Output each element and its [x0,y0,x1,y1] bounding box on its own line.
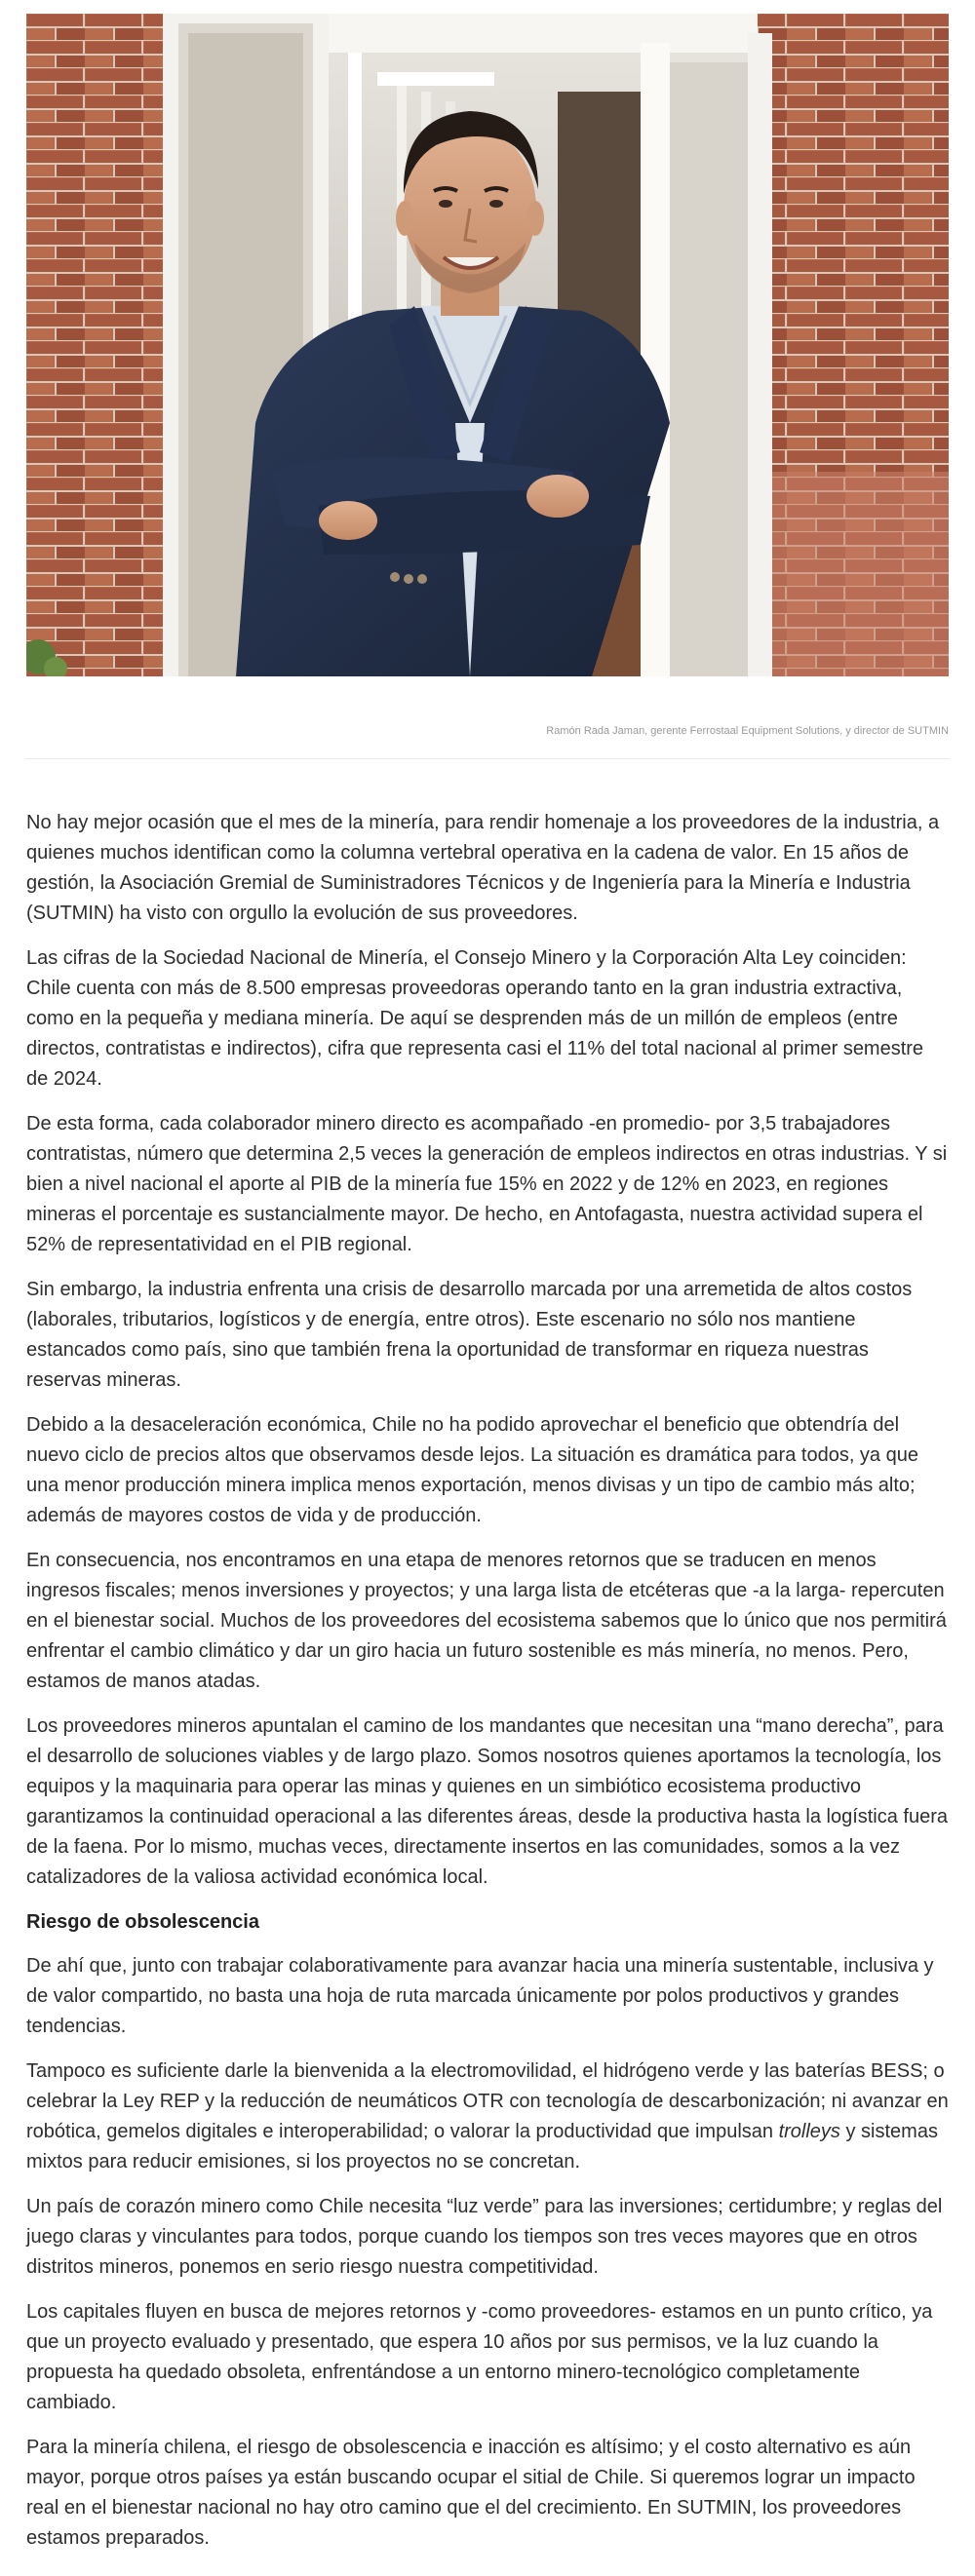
paragraph: Sin embargo, la industria enfrenta una crisis de desarrollo marcada por una arremetida de altos costos (laborales, tributarios, logísticos y de energía, entre otros). Este escenario no sólo nos mantiene estancados como país, sino que también frena la oportunidad de transformar en riqueza nuestras reservas mineras. [26,1279,913,1391]
photo-caption: Ramón Rada Jaman, gerente Ferrostaal Equipment Solutions, y director de SUTMIN [546,725,949,737]
article-body [26,808,949,2568]
paragraph: Los proveedores mineros apuntalan el camino de los mandantes que necesitan una “mano derecha”, para el desarrollo de soluciones viables y de largo plazo. Somos nosotros quienes aportamos la tecnología, los equipos y la maquinaria para operar las minas y quienes en un simbiótico ecosistema productivo garantizamos la continuidad operacional a las diferentes áreas, desde la productiva hasta la logística fuera de la faena. Por lo mismo, muchas veces, directamente insertos en las comunidades, somos a la vez catalizadores de la valiosa actividad económica local. [26,1715,949,1888]
article-photo [26,14,949,676]
section-heading: Riesgo de obsolescencia [26,1911,259,1933]
paragraph: Para la minería chilena, el riesgo de obsolescencia e inacción es altísimo; y el costo alternativo es aún mayor, porque otros países ya están buscando ocupar el sitial de Chile. Si queremos lograr un impacto real en el bienestar nacional no hay otro camino que el del crecimiento. En SUTMIN, los proveedores estamos preparados. [26,2437,916,2549]
paragraph-text: Tampoco es suficiente darle la bienvenida a la electromovilidad, el hidrógeno verde y las baterías BESS; o celebrar la Ley REP y la reducción de neumáticos OTR con tecnología de descarbonización; ni avanzar en robótica, gemelos digitales e interoperabilidad; o valorar la productividad que impulsan [26,2060,949,2142]
paragraph: Debido a la desaceleración económica, Chile no ha podido aprovechar el beneficio que obtendría del nuevo ciclo de precios altos que observamos desde lejos. La situación es dramática para todos, ya que una menor producción minera implica menos exportación, menos divisas y un tipo de cambio más alto; además de mayores costos de vida y de producción. [26,1414,918,1526]
paragraph-text: y sistemas mixtos para reducir emisiones, si los proyectos no se concretan. [26,2121,938,2172]
paragraph: No hay mejor ocasión que el mes de la minería, para rendir homenaje a los proveedores de la industria, a quienes muchos identifican como la columna vertebral operativa en la cadena de valor. En 15 años de gestión, la Asociación Gremial de Suministradores Técnicos y de Ingeniería para la Minería e Industria (SUTMIN) ha visto con orgullo la evolución de sus proveedores. [26,812,940,924]
paragraph: De esta forma, cada colaborador minero directo es acompañado -en promedio- por 3,5 trabajadores contratistas, número que determina 2,5 veces la generación de empleos indirectos en otras industrias. Y si bien a nivel nacional el aporte al PIB de la minería fue 15% en 2022 y de 12% en 2023, en regiones mineras el porcentaje es sustancialmente mayor. De hecho, en Antofagasta, nuestra actividad supera el 52% de representatividad en el PIB regional. [26,1113,948,1255]
emphasis-text: trolleys [778,2121,840,2142]
paragraph [26,2057,949,2177]
divider [26,758,949,759]
paragraph: Un país de corazón minero como Chile necesita “luz verde” para las inversiones; certidumbre; y reglas del juego claras y vinculantes para todos, porque cuando los tiempos son tres veces mayores que en otros distritos mineros, ponemos en serio riesgo nuestra competitividad. [26,2196,943,2278]
paragraph: De ahí que, junto con trabajar colaborativamente para avanzar hacia una minería sustentable, inclusiva y de valor compartido, no basta una hoja de ruta marcada únicamente por polos productivos y grandes tendencias. [26,1955,934,2037]
paragraph: En consecuencia, nos encontramos en una etapa de menores retornos que se traducen en menos ingresos fiscales; menos inversiones y proyectos; y una larga lista de etcéteras que -a la larga- repercuten en el bienestar social. Muchos de los proveedores del ecosistema sabemos que lo único que nos permitirá enfrentar el cambio climático y dar un giro hacia un futuro sostenible es más minería, no menos. Pero, estamos de manos atadas. [26,1550,947,1692]
paragraph: Las cifras de la Sociedad Nacional de Minería, el Consejo Minero y la Corporación Alta Ley coinciden: Chile cuenta con más de 8.500 empresas proveedoras operando tanto en la gran industria extractiva, como en la pequeña y mediana minería. De aquí se desprenden más de un millón de empleos (entre directos, contratistas e indirectos), cifra que representa casi el 11% del total nacional al primer semestre de 2024. [26,947,924,1090]
paragraph: Los capitales fluyen en busca de mejores retornos y -como proveedores- estamos en un punto crítico, ya que un proyecto evaluado y presentado, que espera 10 años por sus permisos, ve la luz cuando la propuesta ha quedado obsoleta, enfrentándose a un entorno minero-tecnológico completamente cambiado. [26,2301,933,2413]
